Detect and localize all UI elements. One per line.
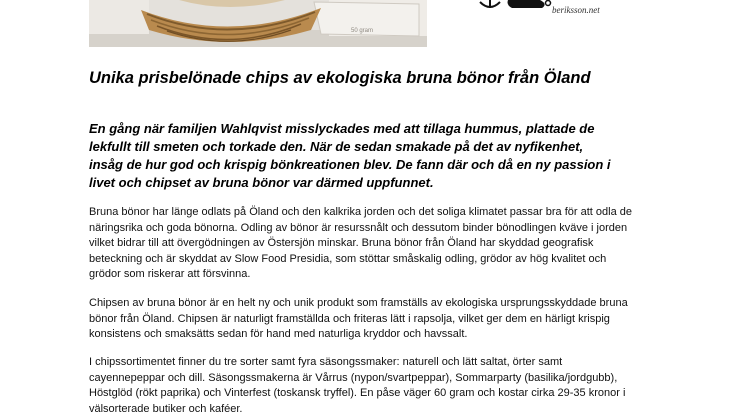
body-line: näringsrika och goda bönorna. Odling av bönor är resurssnålt och dessutom binder bönodlingen kväve i jorden: [89, 221, 628, 234]
body-line: vilket bidrar till att övergödningen av Östersjön minskar. Bruna bönor från Öland har skyddad geografisk: [89, 237, 594, 250]
body-line: grödor som riskerar att försvinna.: [89, 268, 251, 281]
body-paragraph-1: [89, 205, 669, 283]
body-line: Chipsen av bruna bönor är en helt ny och unik produkt som framställs av ekologiska ursprungsskyddade bruna: [89, 297, 628, 309]
body-line: välsorterade butiker och kaféer.: [89, 402, 243, 415]
beriksson-logo-mark: [478, 0, 552, 12]
lead-line: lekfullt till smeten och torkade den. När de sedan smakade på det av nyfikenhet,: [89, 139, 584, 154]
logo-text: beriksson.net: [552, 5, 600, 15]
body-line: Bruna bönor har länge odlats på Öland och den kalkrika jorden och det soliga klimatet passar bra för att odla de: [89, 206, 632, 218]
body-paragraph-2: [89, 296, 669, 343]
brand-logo[interactable]: [478, 0, 600, 20]
body-line: Höstglöd (rökt paprika) och Vinterfest (toskansk tryffel). En påse väger 60 gram och kostar cirka 29-35 kronor i: [89, 387, 626, 400]
hero-photo: [89, 0, 427, 47]
body-line: bönor från Öland. Chipsen är naturligt framställda och friteras lätt i rapsolja, vilket ger dem en härligt krispig: [89, 312, 610, 325]
svg-text:50 gram: 50 gram: [351, 28, 374, 34]
lead-line: livet och chipset av bruna bönor var därmed uppfunnet.: [89, 175, 434, 190]
body-paragraph-3: [89, 355, 669, 417]
lead-paragraph: [89, 120, 669, 192]
body-line: konsistens och smaksätts sedan för hand med naturliga kryddor och havssalt.: [89, 328, 468, 341]
body-line: I chipssortimentet finner du tre sorter samt fyra säsongssmaker: naturell och lätt saltat, örter samt: [89, 356, 563, 368]
article-title: Unika prisbelönade chips av ekologiska bruna bönor från Öland: [89, 69, 591, 87]
lead-line: En gång när familjen Wahlqvist misslyckades med att tillaga hummus, plattade de: [89, 121, 595, 136]
body-line: cayennepeppar och dill. Säsongssmakerna är Vårrus (nypon/svartpeppar), Sommarparty (basilika/jordgubb),: [89, 371, 618, 384]
bread-basket-photo: [89, 0, 427, 47]
lead-line: insåg de hur god och krispig bönkreationen blev. De fann där och då en ny passion i: [89, 157, 611, 172]
body-line: beteckning och är skyddat av Slow Food Presidia, som stöttar småskalig odling, grödor av hög kvalitet och: [89, 252, 607, 265]
